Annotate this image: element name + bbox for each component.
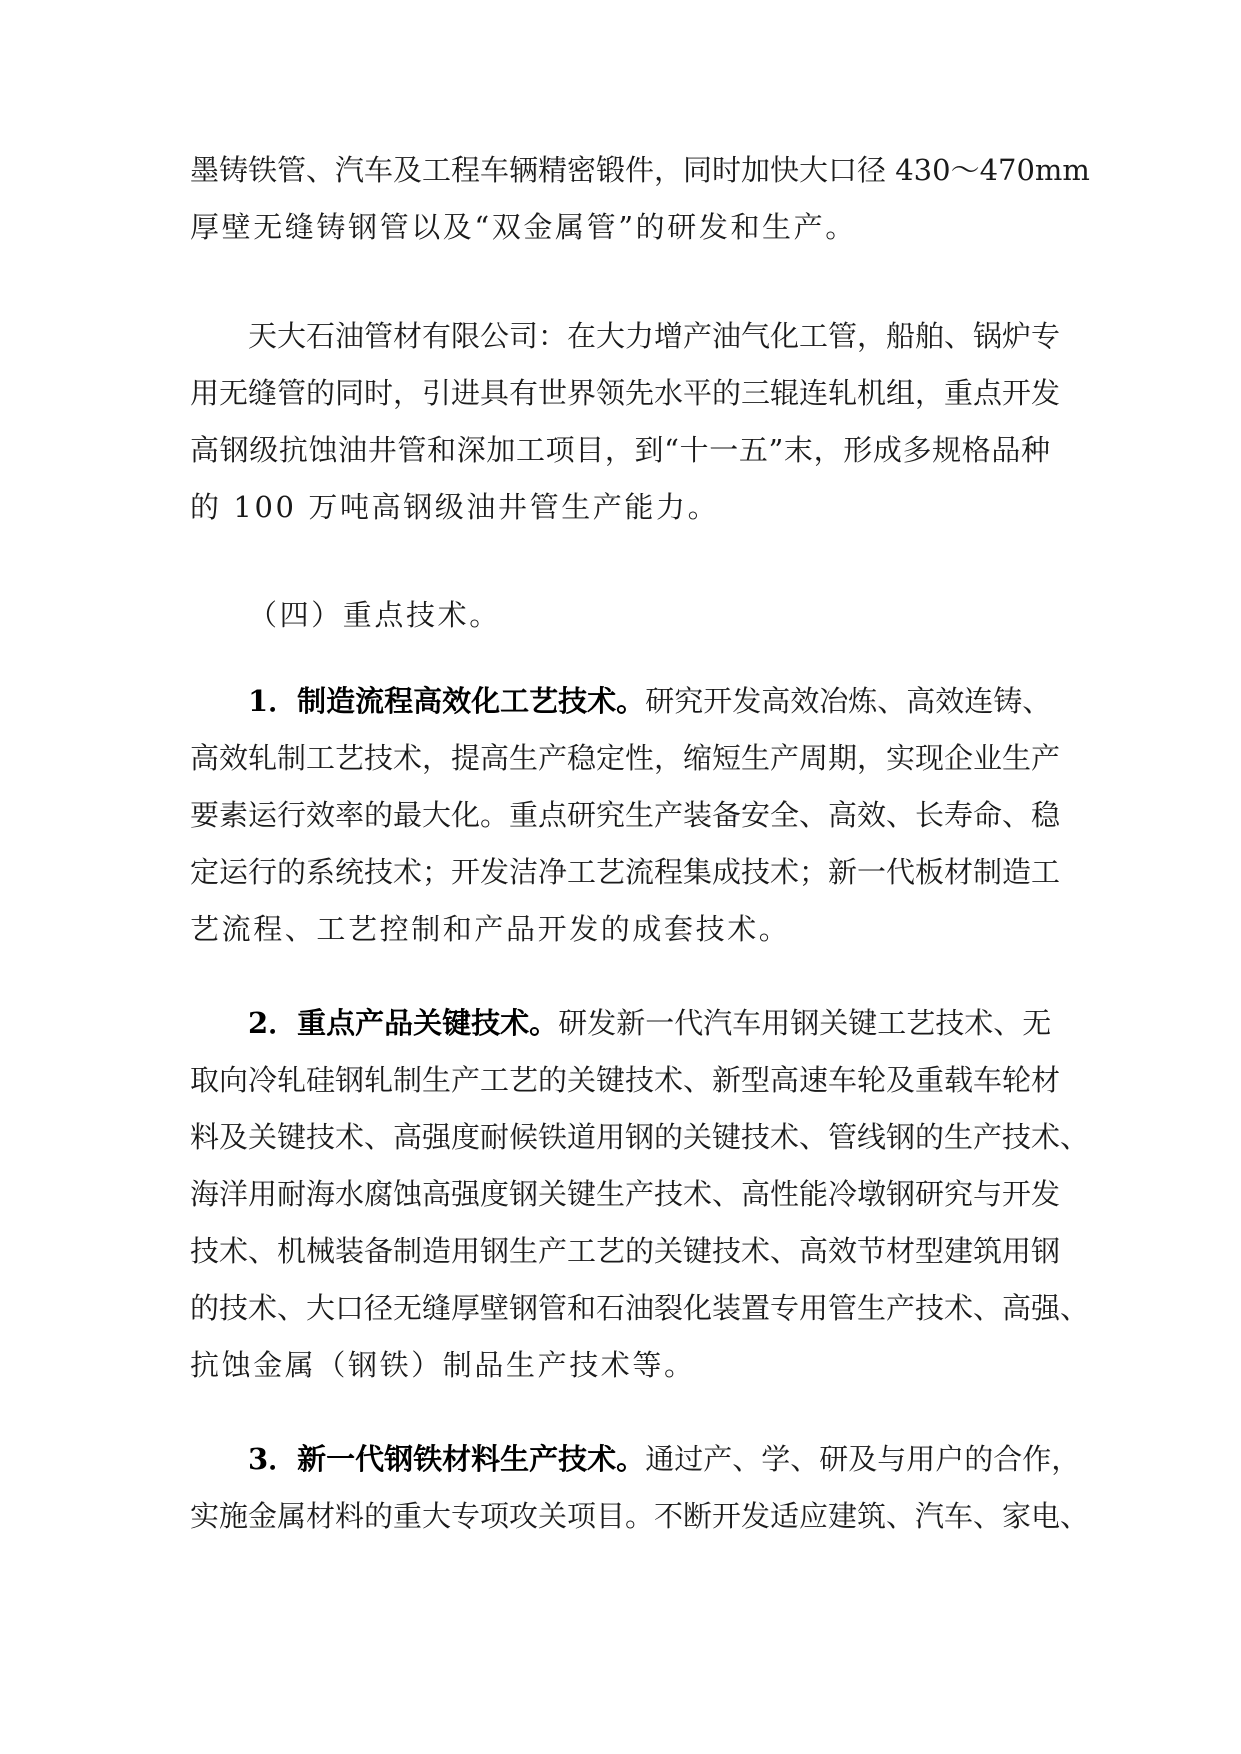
text-line: 实施金属材料的重大专项攻关项目。不断开发适应建筑、汽车、家电、 [190,1499,1090,1533]
text-line: 的 100 万吨高钢级油井管生产能力。 [190,490,720,524]
item-text: 通过产、学、研及与用户的合作， [645,1442,1081,1476]
text-line: 取向冷轧硅钢轧制生产工艺的关键技术、新型高速车轮及重载车轮材 [190,1063,1061,1097]
text-line [248,1441,1081,1477]
item-text: 研究开发高效冶炼、高效连铸、 [645,684,1052,718]
item-text: 研发新一代汽车用钢关键工艺技术、无 [558,1006,1052,1040]
text-line: 天大石油管材有限公司：在大力增产油气化工管，船舶、锅炉专 [248,319,1061,353]
text-line: 技术、机械装备制造用钢生产工艺的关键技术、高效节材型建筑用钢 [190,1234,1061,1268]
section-heading: （四）重点技术。 [248,598,501,632]
text-line: 用无缝管的同时，引进具有世界领先水平的三辊连轧机组，重点开发 [190,376,1061,410]
text-line: 艺流程、工艺控制和产品开发的成套技术。 [190,912,791,946]
text-line: 厚壁无缝铸钢管以及“双金属管”的研发和生产。 [190,210,857,244]
text-line: 抗蚀金属（钢铁）制品生产技术等。 [190,1348,696,1382]
text-line: 墨铸铁管、汽车及工程车辆精密锻件，同时加快大口径 430～470mm [190,153,1090,187]
item-heading: 3．新一代钢铁材料生产技术。 [248,1442,646,1476]
text-line: 高效轧制工艺技术，提高生产稳定性，缩短生产周期，实现企业生产 [190,741,1061,775]
item-heading: 2．重点产品关键技术。 [248,1006,559,1040]
text-line: 高钢级抗蚀油井管和深加工项目，到“十一五”末，形成多规格品种 [190,433,1050,467]
text-line [248,683,1050,719]
text-line: 要素运行效率的最大化。重点研究生产装备安全、高效、长寿命、稳 [190,798,1061,832]
text-line: 海洋用耐海水腐蚀高强度钢关键生产技术、高性能冷墩钢研究与开发 [190,1177,1061,1211]
item-heading: 1．制造流程高效化工艺技术。 [248,684,646,718]
text-line: 定运行的系统技术；开发洁净工艺流程集成技术；新一代板材制造工 [190,855,1061,889]
text-line: 料及关键技术、高强度耐候铁道用钢的关键技术、管线钢的生产技术、 [190,1120,1090,1154]
text-line: 的技术、大口径无缝厚壁钢管和石油裂化装置专用管生产技术、高强、 [190,1291,1090,1325]
text-line [248,1005,1050,1041]
